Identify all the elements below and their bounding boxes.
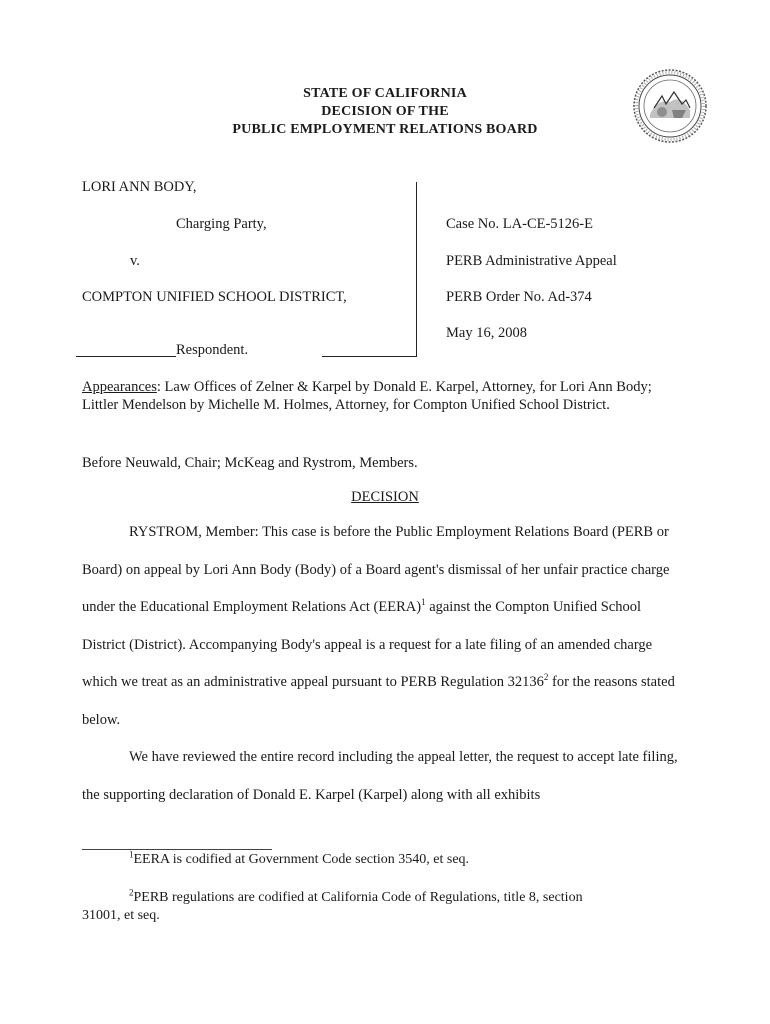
footnote-1-mark: 1 <box>129 849 134 860</box>
footnote-2 <box>82 889 612 925</box>
footnote-1 <box>129 851 469 869</box>
footnote-ref-2: 2 <box>543 672 549 683</box>
body-paragraph-1 <box>82 514 686 739</box>
charging-party-role: Charging Party, <box>176 216 267 232</box>
decision-heading: DECISION <box>351 489 419 505</box>
footnote-rule <box>82 849 272 850</box>
body-p1-part-a: RYSTROM, Member: This case is before the Public Employment Relations Board (PERB or Board) on appeal by Lori Ann Body (Body) of a Board agent's dismissal of her unfair practice charge under the Educational Employment Relations Act (EERA) <box>82 524 670 615</box>
caption-bottom-rule-right <box>322 356 417 357</box>
footnote-2-mark: 2 <box>129 887 134 898</box>
body-p1-part-b: against the Compton Unified School District (District). Accompanying Body's appeal is a request for a late filing of an amended charge which we treat as an administrative appeal pursuant to PERB Regulation 32136 <box>82 599 653 690</box>
case-number: Case No. LA-CE-5126-E <box>446 216 593 232</box>
panel-members: Before Neuwald, Chair; McKeag and Rystrom, Members. <box>82 455 418 471</box>
appearances-label: Appearances <box>82 379 157 395</box>
respondent-role: Respondent. <box>176 342 249 358</box>
caption-bottom-rule-left <box>76 356 176 357</box>
appeal-type: PERB Administrative Appeal <box>446 253 617 269</box>
body-paragraph-2: We have reviewed the entire record including the appeal letter, the request to accept late filing, the supporting declaration of Donald E. Karpel (Karpel) along with all exhibits <box>82 749 678 803</box>
header-line-state: STATE OF CALIFORNIA <box>303 86 467 101</box>
order-number: PERB Order No. Ad-374 <box>446 289 592 305</box>
footnote-ref-1: 1 <box>421 597 426 608</box>
appearances-text: : Law Offices of Zelner & Karpel by Donald E. Karpel, Attorney, for Lori Ann Body; Littler Mendelson by Michelle M. Holmes, Attorney, for Compton Unified School District. <box>82 379 652 413</box>
header-line-decision: DECISION OF THE <box>321 104 449 119</box>
respondent-name: COMPTON UNIFIED SCHOOL DISTRICT, <box>82 289 347 305</box>
decision-date: May 16, 2008 <box>446 325 527 341</box>
caption-vertical-rule <box>416 182 417 357</box>
appearances <box>82 378 682 414</box>
charging-party-name: LORI ANN BODY, <box>82 179 197 195</box>
footnote-1-text: EERA is codified at Government Code section 3540, et seq. <box>133 852 470 867</box>
footnote-2-text: PERB regulations are codified at California Code of Regulations, title 8, section 31001, et seq. <box>82 890 583 923</box>
header-line-board: PUBLIC EMPLOYMENT RELATIONS BOARD <box>232 122 538 137</box>
state-seal-icon <box>632 68 708 144</box>
versus-text: v. <box>130 253 140 269</box>
body-p1-part-c: for the reasons stated below. <box>82 674 675 728</box>
